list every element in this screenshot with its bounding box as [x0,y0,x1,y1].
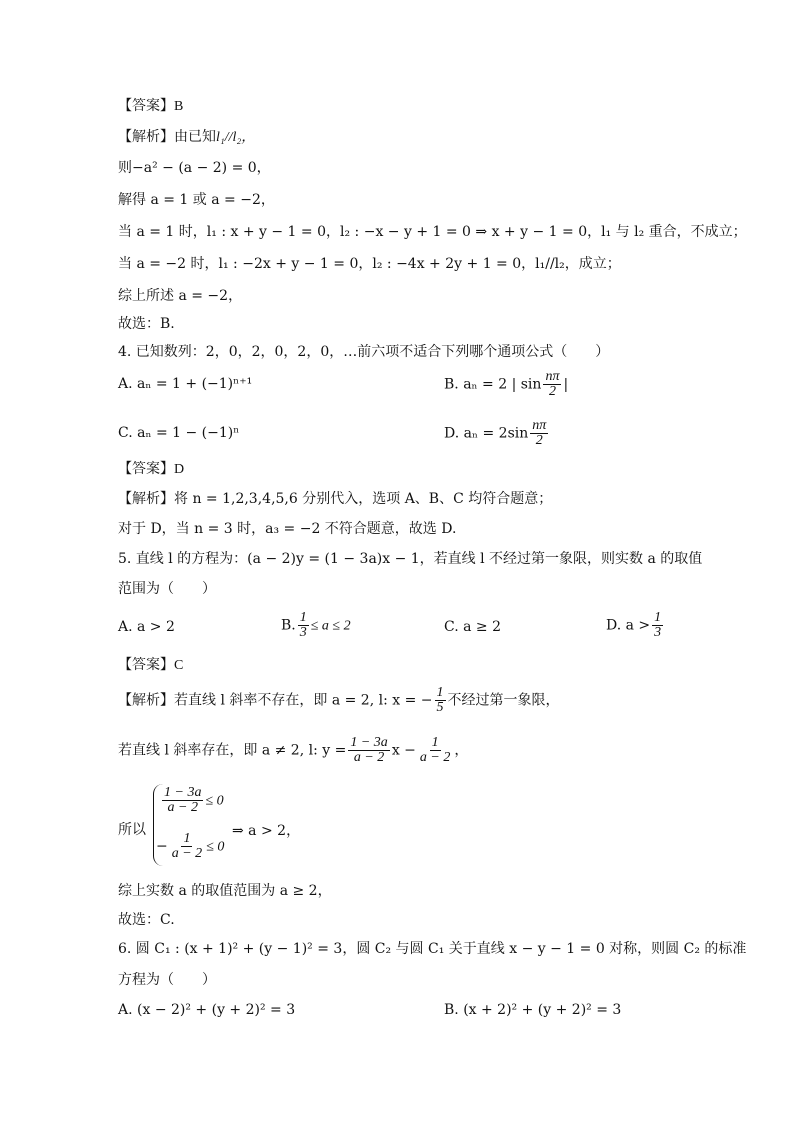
answer-tag: 【答案】 [118,98,174,114]
answer-tag: 【答案】 [118,461,174,477]
fraction: $\frac{1 - 3a}{a - 2}$ [164,785,202,815]
q6-option-b: B. (x + 2)² + (y + 2)² = 3 [444,1002,622,1018]
q4-option-d: D. aₙ = 2sin $\frac{n\pi}{2}$ [444,418,547,448]
q4-option-a: A. aₙ = 1 + (−1)ⁿ⁺¹ [118,376,253,392]
q5-system-row-1: $\frac{1 - 3a}{a - 2}$ ≤ 0 [164,785,224,815]
q4-stem: 4. 已知数列：2，0，2，0，2，0，…前六项不适合下列哪个通项公式（ ） [118,344,610,360]
fraction: $\frac{1}{3}$ [299,610,307,640]
q3-analysis-line-4: 当 a = 1 时，l₁ : x + y − 1 = 0，l₂ : −x − y + 1 = 0 ⇒ x + y − 1 = 0，l₁ 与 l₂ 重合，不成立； [118,224,747,240]
fraction: $\frac{1}{a - 2}$ [419,735,451,765]
q4-answer-line [118,459,184,480]
fraction: $\frac{1}{5}$ [436,685,444,715]
answer-value: B [174,99,184,114]
q5-option-b: B. $\frac{1}{3}$ ≤ a ≤ 2 [281,610,351,640]
q6-stem-line-2: 方程为（ ） [118,972,216,988]
q4-option-b: B. aₙ = 2 | sin $\frac{n\pi}{2}$ | [444,369,569,399]
q3-analysis-line-1 [118,127,255,148]
fraction: $\frac{n\pi}{2}$ [545,369,560,399]
q5-analysis-line-2: 若直线 l 斜率存在，即 a ≠ 2, l: y = $\frac{1 - 3a}{a - 2}$ x − $\frac{1}{a - 2}$ ， [118,735,469,765]
answer-value: D [174,462,185,477]
q5-analysis-line-3: 综上实数 a 的取值范围为 a ≥ 2， [118,883,332,899]
q5-option-a: A. a > 2 [118,619,175,635]
analysis-tag: 【解析】 [118,129,174,145]
answer-value: C [174,658,184,673]
q3-analysis-line-7: 故选：B. [118,316,175,332]
fraction: $\frac{1 - 3a}{a - 2}$ [350,735,388,765]
q5-system-result: ⇒ a > 2， [232,823,301,839]
q5-system-row-2: − $\frac{1}{a - 2}$ ≤ 0 [156,831,225,861]
q4-option-c: C. aₙ = 1 − (−1)ⁿ [118,425,240,441]
q5-analysis-line-1: 【解析】若直线 l 斜率不存在，即 a = 2, l: x = − $\frac{1}{5}$ 不经过第一象限， [118,685,560,715]
q3-answer-line [118,96,183,117]
q5-stem-line-1: 5. 直线 l 的方程为：(a − 2)y = (1 − 3a)x − 1，若直线 l 不经过第一象限，则实数 a 的取值 [118,551,703,567]
q5-stem-line-2: 范围为（ ） [118,581,216,597]
q6-stem-line-1: 6. 圆 C₁ : (x + 1)² + (y − 1)² = 3，圆 C₂ 与圆 C₁ 关于直线 x − y − 1 = 0 对称，则圆 C₂ 的标准 [118,941,747,957]
q5-answer-line [118,655,183,676]
fraction: $\frac{1}{3}$ [654,610,662,640]
fraction: $\frac{1}{a - 2}$ [171,831,203,861]
q5-option-d: D. a > $\frac{1}{3}$ [606,610,662,640]
analysis-tag: 【解析】 [118,692,174,709]
analysis-text: 由已知 [174,129,216,145]
q5-option-c: C. a ≥ 2 [444,619,501,635]
analysis-tag: 【解析】 [118,491,174,507]
q6-option-a: A. (x − 2)² + (y + 2)² = 3 [118,1002,296,1018]
q3-analysis-line-3: 解得 a = 1 或 a = −2， [118,192,275,208]
q4-analysis-line-2: 对于 D，当 n = 3 时，a₃ = −2 不符合题意，故选 D. [118,521,457,537]
q4-analysis-line-1: 【解析】将 n = 1,2,3,4,5,6 分别代入，选项 A、B、C 均符合题意； [118,491,553,507]
analysis-math: l₁//l₂， [216,130,256,145]
answer-tag: 【答案】 [118,657,174,673]
q5-system-label: 所以 [118,822,146,838]
fraction: $\frac{n\pi}{2}$ [532,418,547,448]
q3-analysis-line-6: 综上所述 a = −2， [118,288,243,304]
q3-analysis-line-2: 则−a² − (a − 2) = 0， [118,160,271,176]
q3-analysis-line-5: 当 a = −2 时，l₁ : −2x + y − 1 = 0，l₂ : −4x + 2y + 1 = 0，l₁//l₂，成立； [118,256,621,272]
q5-analysis-line-4: 故选：C. [118,912,175,928]
